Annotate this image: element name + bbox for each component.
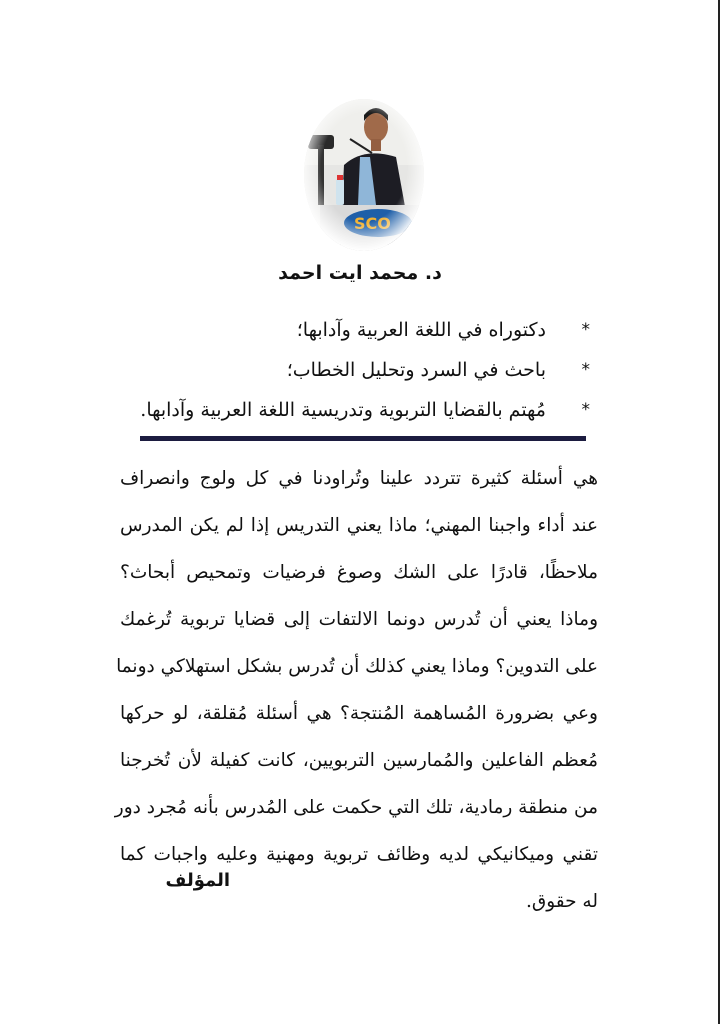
intro-line: تقني وميكانيكي لديه وظائف تربوية ومهنية وعليه واجبات كما xyxy=(120,844,598,865)
author-name: د. محمد ايت احمد xyxy=(278,262,442,284)
qualification-text: مُهتم بالقضايا التربوية وتدريسية اللغة العربية وآدابها. xyxy=(140,399,546,421)
qualification-item xyxy=(110,390,590,430)
author-photo xyxy=(300,95,428,255)
intro-line: عند أداء واجبنا المهني؛ ماذا يعني التدريس إذا لم يكن المدرس xyxy=(120,515,598,536)
bullet-star: * xyxy=(581,400,590,420)
intro-paragraph xyxy=(114,455,598,925)
intro-line: ملاحظًا، قادرًا على الشك وصوغ فرضيات وتمحيص أبحاث؟ xyxy=(120,562,598,583)
section-divider xyxy=(140,436,586,441)
intro-line: هي أسئلة كثيرة تتردد علينا وتُراودنا في كل ولوج وانصراف xyxy=(120,468,598,489)
intro-line: على التدوين؟ وماذا يعني كذلك أن تُدرس بشكل استهلاكي دونما xyxy=(116,656,598,677)
bullet-star: * xyxy=(581,360,590,380)
intro-line: من منطقة رمادية، تلك التي حكمت على المُدرس بأنه مُجرد دور xyxy=(114,797,598,818)
qualification-text: دكتوراه في اللغة العربية وآدابها؛ xyxy=(296,319,546,341)
qualification-item xyxy=(110,310,590,350)
intro-line: وماذا يعني أن تُدرس دونما الالتفات إلى قضايا تربوية تُرغمك xyxy=(120,609,598,630)
qualification-item xyxy=(110,350,590,390)
bullet-star: * xyxy=(581,320,590,340)
intro-line: وعي بضرورة المُساهمة المُنتجة؟ هي أسئلة مُقلقة، لو حركها xyxy=(120,703,598,724)
signature: المؤلف xyxy=(165,870,230,891)
intro-line: له حقوق. xyxy=(525,891,598,912)
qualifications-list xyxy=(110,310,590,430)
qualification-text: باحث في السرد وتحليل الخطاب؛ xyxy=(286,359,546,381)
intro-line: مُعظم الفاعلين والمُمارسين التربويين، كانت كفيلة لأن تُخرجنا xyxy=(120,750,598,771)
